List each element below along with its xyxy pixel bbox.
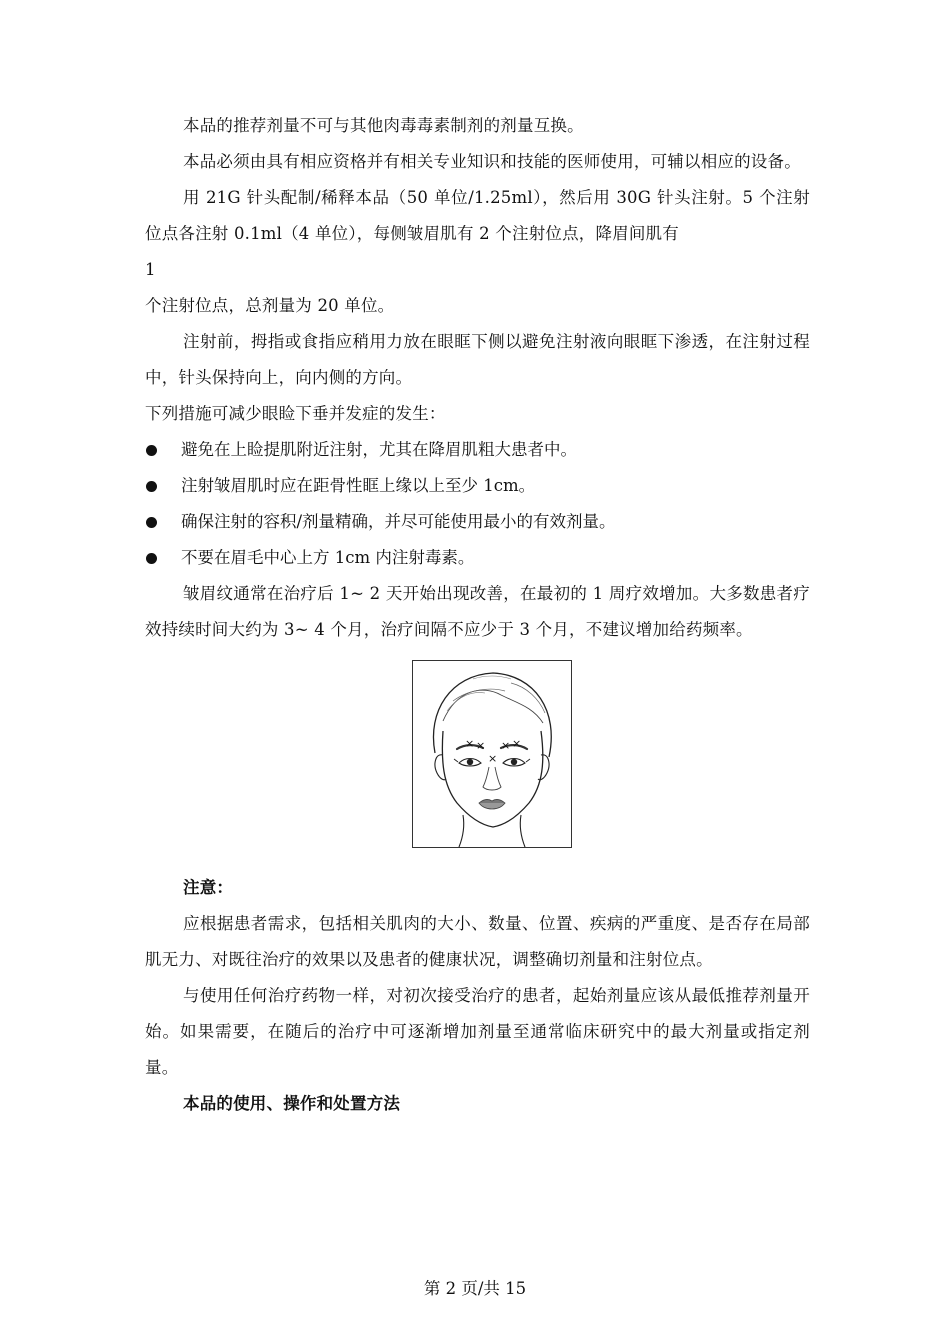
list-item bbox=[145, 504, 810, 540]
paragraph-starting-dose: 与使用任何治疗药物一样，对初次接受治疗的患者，起始剂量应该从最低推荐剂量开始。如果需要，在随后的治疗中可逐渐增加剂量至通常临床研究中的最大剂量或指定剂量。 bbox=[145, 986, 810, 1077]
list-item-text: 不要在眉毛中心上方 1cm 内注射毒素。 bbox=[181, 548, 475, 567]
injection-marker-icon: × bbox=[488, 752, 498, 765]
bullet-dot-icon bbox=[146, 517, 157, 528]
section-heading-usage: 本品的使用、操作和处置方法 bbox=[183, 1094, 401, 1113]
face-illustration bbox=[413, 661, 571, 847]
paragraph-injection-method-cont: 个注射位点，总剂量为 20 单位。 bbox=[145, 296, 395, 315]
paragraph-injection-method-number: 1 bbox=[145, 260, 156, 279]
injection-marker-icon: × bbox=[476, 739, 486, 752]
injection-marker-icon: × bbox=[512, 737, 522, 750]
page-number: 第 2 页/共 15 bbox=[423, 1279, 527, 1298]
injection-site-figure bbox=[412, 660, 572, 848]
list-item bbox=[145, 432, 810, 468]
injection-marker-icon: × bbox=[465, 737, 475, 750]
list-item-text: 确保注射的容积/剂量精确，并尽可能使用最小的有效剂量。 bbox=[181, 512, 616, 531]
paragraph-before-injection: 注射前，拇指或食指应稍用力放在眼眶下侧以避免注射液向眼眶下渗透，在注射过程中，针头保持向上，向内侧的方向。 bbox=[145, 332, 810, 387]
paragraph-adjust-dose: 应根据患者需求，包括相关肌肉的大小、数量、位置、疾病的严重度、是否存在局部肌无力、对既往治疗的效果以及患者的健康状况，调整确切剂量和注射位点。 bbox=[145, 914, 810, 969]
document-body bbox=[145, 108, 810, 1122]
paragraph-injection-method: 用 21G 针头配制/稀释本品（50 单位/1.25ml），然后用 30G 针头注射。5 个注射位点各注射 0.1ml（4 单位），每侧皱眉肌有 2 个注射位点，降眉间肌有 bbox=[145, 188, 810, 243]
list-item-text: 注射皱眉肌时应在距骨性眶上缘以上至少 1cm。 bbox=[181, 476, 536, 495]
bullet-dot-icon bbox=[146, 445, 157, 456]
bullet-dot-icon bbox=[146, 481, 157, 492]
paragraph-ptosis-measures-intro: 下列措施可减少眼睑下垂并发症的发生： bbox=[145, 404, 446, 423]
list-item bbox=[145, 468, 810, 504]
paragraph-dose-not-interchangeable: 本品的推荐剂量不可与其他肉毒毒素制剂的剂量互换。 bbox=[183, 116, 584, 135]
injection-marker-icon: × bbox=[501, 739, 511, 752]
page-footer bbox=[0, 1262, 950, 1298]
ptosis-measures-list bbox=[145, 432, 810, 576]
paragraph-qualified-physician: 本品必须由具有相应资格并有相关专业知识和技能的医师使用，可辅以相应的设备。 bbox=[183, 152, 801, 171]
paragraph-efficacy-duration: 皱眉纹通常在治疗后 1~ 2 天开始出现改善，在最初的 1 周疗效增加。大多数患者疗效持续时间大约为 3~ 4 个月，治疗间隔不应少于 3 个月，不建议增加给药频率。 bbox=[145, 584, 810, 639]
figure-container bbox=[145, 656, 810, 870]
list-item bbox=[145, 540, 810, 576]
bullet-dot-icon bbox=[146, 553, 157, 564]
note-heading: 注意： bbox=[183, 878, 234, 897]
list-item-text: 避免在上睑提肌附近注射，尤其在降眉肌粗大患者中。 bbox=[181, 440, 577, 459]
